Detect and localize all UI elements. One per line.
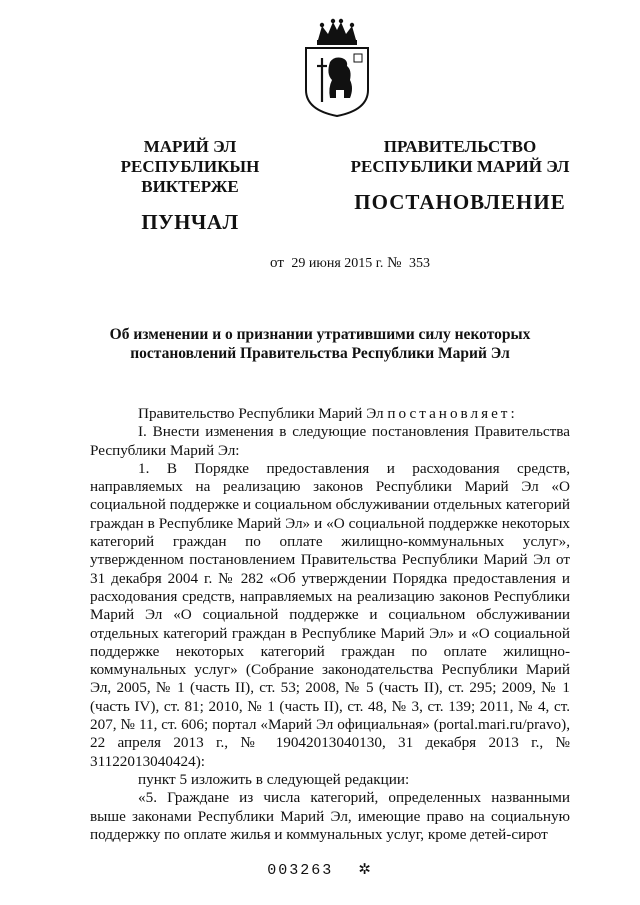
star-mark-icon: ✲ xyxy=(358,860,373,878)
date-number-line xyxy=(200,255,500,272)
document-number: 353 xyxy=(408,256,430,271)
header-left-line2: ВИКТЕРЖЕ xyxy=(141,177,239,196)
coat-of-arms-emblem xyxy=(300,18,374,118)
quoted-paragraph: «5. Граждане из числа категорий, определенных названными выше законами Республики Марий Эл, имеющие право на социальную поддержку по оплате жилья и коммунальных услуг, кроме детей-сирот xyxy=(90,789,570,843)
header-left-line1: МАРИЙ ЭЛ РЕСПУБЛИКЫН xyxy=(120,137,260,176)
footer-serial xyxy=(0,860,640,879)
item-1-1: 1. В Порядке предоставления и расходования средств, направляемых на реализацию законов Республики Марий Эл «О социальной поддержке и социальном обслуживании отдельных категорий граждан в Республике Марий Эл» и «О социальной поддержке некоторых категорий граждан по оплате жилищно-коммунальных услуг», утвержденном постановлением Правительства Республики Марий Эл от 31 декабря 2004 г. № 282 «Об утверждении Порядка предоставления и расходования средств, направляемых на реализацию законов Республики Марий Эл «О социальной поддержке и социальном обслуживании отдельных категорий граждан в Республике Марий Эл» и «О социальной поддержке некоторых категорий граждан по оплате жилищно-коммунальных услуг» (Собрание законодательства Республики Марий Эл, 2005, № 1 (часть II), ст. 53; 2008, № 5 (часть II), ст. 295; 2009, № 1 (часть IV), ст. 81; 2010, № 1 (часть II), ст. 48, № 3, ст. 139; 2011, № 4, ст. 207, № 11, ст. 606; портал «Марий Эл официальная» (portal.mari.ru/pravo), 22 апреля 2013 г., № 19042013040130, 31 декабря 2013 г., № 31122013040424): xyxy=(90,459,570,770)
intro-resolves: постановляет: xyxy=(387,405,518,422)
title-line-1: Об изменении и о признании утратившими силу некоторых xyxy=(109,326,531,343)
header-left-doc-type: ПУНЧАЛ xyxy=(141,210,239,234)
header-right-block xyxy=(340,137,580,212)
header-left-block xyxy=(80,137,300,232)
title-line-2: постановлений Правительства Республики Марий Эл xyxy=(130,345,510,362)
intro-text: Правительство Республики Марий Эл xyxy=(138,405,388,422)
item-1: I. Внести изменения в следующие постановления Правительства Республики Марий Эл: xyxy=(90,423,570,459)
document-date: 29 июня 2015 г. xyxy=(291,256,384,271)
document-title xyxy=(100,325,540,363)
date-prefix: от xyxy=(270,255,284,271)
intro-paragraph xyxy=(90,405,570,423)
header-right-line1: ПРАВИТЕЛЬСТВО xyxy=(383,137,537,156)
number-label: № xyxy=(387,255,402,271)
clause-paragraph: пункт 5 изложить в следующей редакции: xyxy=(138,770,410,788)
document-body xyxy=(90,405,570,844)
header-right-doc-type: ПОСТАНОВЛЕНИЕ xyxy=(354,190,566,214)
header-right-line2: РЕСПУБЛИКИ МАРИЙ ЭЛ xyxy=(350,157,570,176)
serial-number: 003263 xyxy=(267,862,334,879)
